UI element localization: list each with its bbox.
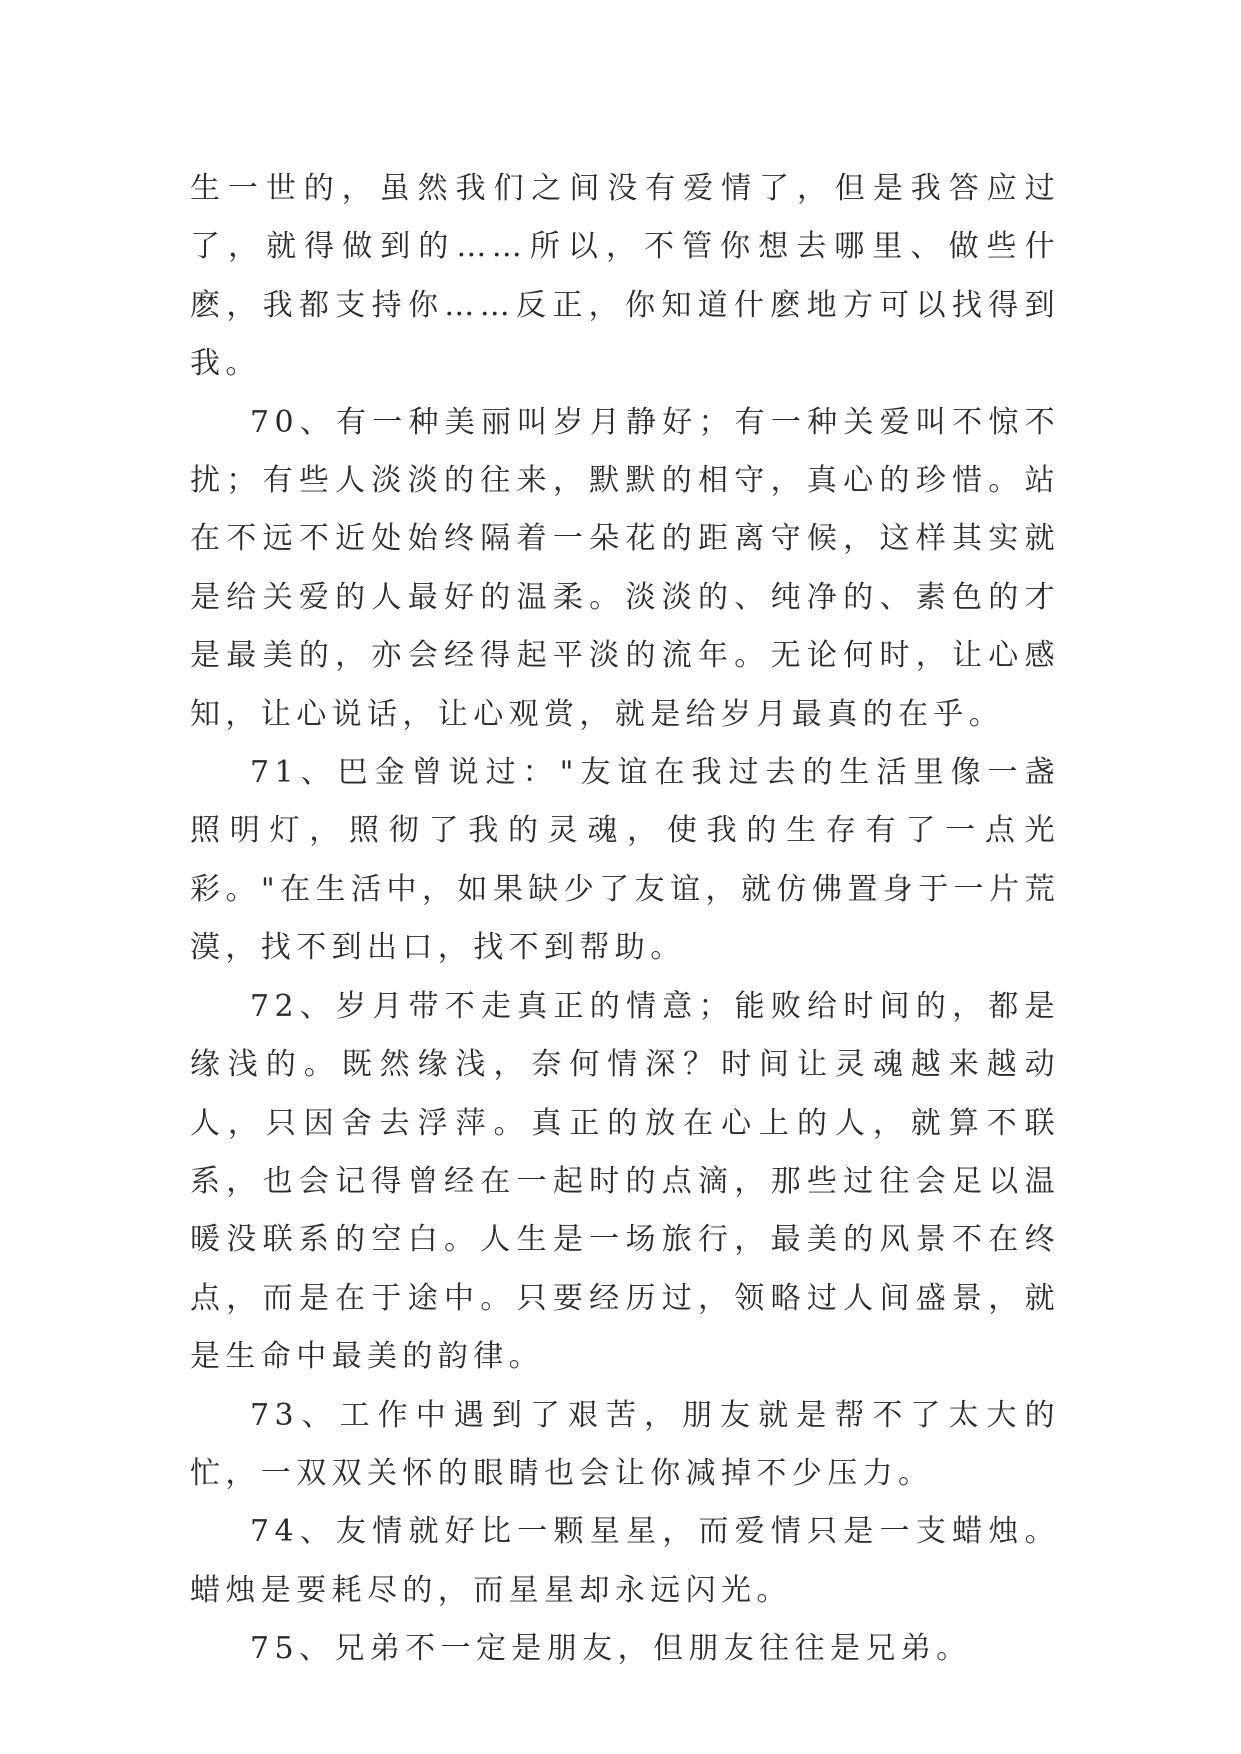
paragraph-74: 74、友情就好比一颗星星，而爱情只是一支蜡烛。蜡烛是要耗尽的，而星星却永远闪光。 (190, 1514, 1060, 1608)
paragraph-continuation: 生一世的，虽然我们之间没有爱情了，但是我答应过了，就得做到的……所以，不管你想去哪里、做些什麽，我都支持你……反正，你知道什麽地方可以找得到我。 (190, 171, 1060, 382)
document-body (190, 160, 1060, 1679)
paragraph-75: 75、兄弟不一定是朋友，但朋友往往是兄弟。 (250, 1631, 972, 1667)
paragraph-73: 73、工作中遇到了艰苦，朋友就是帮不了太大的忙，一双双关怀的眼睛也会让你减掉不少压力。 (190, 1397, 1060, 1491)
paragraph-70: 70、有一种美丽叫岁月静好；有一种关爱叫不惊不扰；有些人淡淡的往来，默默的相守，真心的珍惜。站在不远不近处始终隔着一朵花的距离守候，这样其实就是给关爱的人最好的温柔。淡淡的、纯净的、素色的才是最美的，亦会经得起平淡的流年。无论何时，让心感知，让心说话，让心观赏，就是给岁月最真的在乎。 (190, 404, 1060, 732)
paragraph-72: 72、岁月带不走真正的情意；能败给时间的，都是缘浅的。既然缘浅，奈何情深？时间让灵魂越来越动人，只因舍去浮萍。真正的放在心上的人，就算不联系，也会记得曾经在一起时的点滴，那些过往会足以温暖没联系的空白。人生是一场旅行，最美的风景不在终点，而是在于途中。只要经历过，领略过人间盛景，就是生命中最美的韵律。 (190, 988, 1060, 1375)
paragraph-71: 71、巴金曾说过："友谊在我过去的生活里像一盏照明灯，照彻了我的灵魂，使我的生存有了一点光彩。"在生活中，如果缺少了友谊，就仿佛置身于一片荒漠，找不到出口，找不到帮助。 (190, 755, 1060, 966)
